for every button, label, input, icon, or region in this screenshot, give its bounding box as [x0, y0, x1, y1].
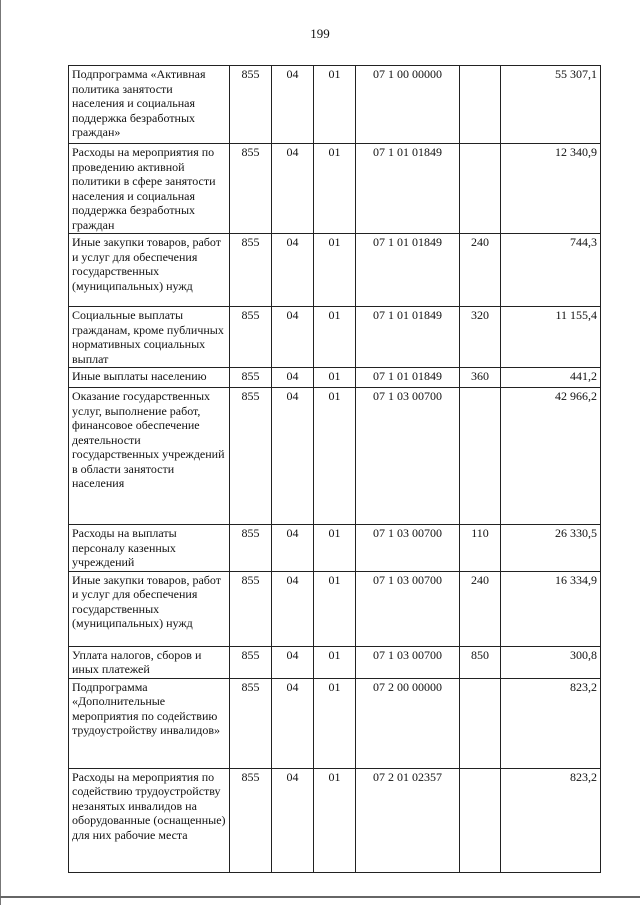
subsection-code-cell: 01	[314, 234, 356, 307]
expense-type-cell	[460, 768, 501, 872]
subsection-code-cell: 01	[314, 646, 356, 678]
expense-type-cell: 240	[460, 571, 501, 646]
item-name-cell: Расходы на мероприятия по содействию трудоустройству незанятых инвалидов на оборудованные (оснащенные) для них рабочие места	[69, 768, 230, 872]
subsection-code-cell: 01	[314, 388, 356, 525]
amount-cell: 823,2	[501, 768, 601, 872]
section-code-cell: 04	[272, 646, 314, 678]
admin-code-cell: 855	[230, 234, 272, 307]
table-row	[69, 368, 601, 388]
table-row	[69, 388, 601, 525]
target-article-cell: 07 1 03 00700	[356, 525, 460, 572]
section-code-cell: 04	[272, 768, 314, 872]
admin-code-cell: 855	[230, 646, 272, 678]
subsection-code-cell: 01	[314, 307, 356, 368]
item-name-cell: Иные закупки товаров, работ и услуг для обеспечения государственных (муниципальных) нужд	[69, 234, 230, 307]
section-code-cell: 04	[272, 144, 314, 234]
table-row	[69, 144, 601, 234]
admin-code-cell: 855	[230, 388, 272, 525]
scan-left-edge	[0, 0, 1, 905]
admin-code-cell: 855	[230, 768, 272, 872]
subsection-code-cell: 01	[314, 368, 356, 388]
subsection-code-cell: 01	[314, 525, 356, 572]
admin-code-cell: 855	[230, 66, 272, 144]
item-name-cell: Подпрограмма «Активная политика занятости населения и социальная поддержка безработных граждан»	[69, 66, 230, 144]
section-code-cell: 04	[272, 66, 314, 144]
item-name-cell: Расходы на выплаты персоналу казенных учреждений	[69, 525, 230, 572]
item-name-cell: Социальные выплаты гражданам, кроме публичных нормативных социальных выплат	[69, 307, 230, 368]
admin-code-cell: 855	[230, 678, 272, 768]
amount-cell: 16 334,9	[501, 571, 601, 646]
item-name-cell: Уплата налогов, сборов и иных платежей	[69, 646, 230, 678]
subsection-code-cell: 01	[314, 768, 356, 872]
expense-type-cell	[460, 144, 501, 234]
admin-code-cell: 855	[230, 144, 272, 234]
admin-code-cell: 855	[230, 307, 272, 368]
target-article-cell: 07 1 00 00000	[356, 66, 460, 144]
page-number: 199	[310, 26, 330, 41]
target-article-cell: 07 2 00 00000	[356, 678, 460, 768]
table-row	[69, 66, 601, 144]
item-name-cell: Иные закупки товаров, работ и услуг для обеспечения государственных (муниципальных) нужд	[69, 571, 230, 646]
expense-type-cell	[460, 66, 501, 144]
section-code-cell: 04	[272, 368, 314, 388]
admin-code-cell: 855	[230, 368, 272, 388]
amount-cell: 441,2	[501, 368, 601, 388]
table-row	[69, 678, 601, 768]
table-body	[69, 66, 601, 873]
subsection-code-cell: 01	[314, 144, 356, 234]
target-article-cell: 07 1 01 01849	[356, 144, 460, 234]
target-article-cell: 07 1 01 01849	[356, 234, 460, 307]
subsection-code-cell: 01	[314, 571, 356, 646]
section-code-cell: 04	[272, 388, 314, 525]
table-row	[69, 646, 601, 678]
table-row	[69, 571, 601, 646]
amount-cell: 42 966,2	[501, 388, 601, 525]
expense-type-cell	[460, 678, 501, 768]
expense-type-cell	[460, 388, 501, 525]
section-code-cell: 04	[272, 307, 314, 368]
budget-table	[68, 65, 601, 873]
expense-type-cell: 360	[460, 368, 501, 388]
admin-code-cell: 855	[230, 571, 272, 646]
target-article-cell: 07 1 01 01849	[356, 307, 460, 368]
section-code-cell: 04	[272, 234, 314, 307]
amount-cell: 300,8	[501, 646, 601, 678]
table-row	[69, 307, 601, 368]
table-row	[69, 234, 601, 307]
target-article-cell: 07 1 03 00700	[356, 388, 460, 525]
amount-cell: 26 330,5	[501, 525, 601, 572]
section-code-cell: 04	[272, 571, 314, 646]
table-row	[69, 768, 601, 872]
amount-cell: 744,3	[501, 234, 601, 307]
table-row	[69, 525, 601, 572]
target-article-cell: 07 1 03 00700	[356, 646, 460, 678]
amount-cell: 11 155,4	[501, 307, 601, 368]
item-name-cell: Иные выплаты населению	[69, 368, 230, 388]
target-article-cell: 07 1 01 01849	[356, 368, 460, 388]
amount-cell: 823,2	[501, 678, 601, 768]
item-name-cell: Подпрограмма «Дополнительные мероприятия по содействию трудоустройству инвалидов»	[69, 678, 230, 768]
admin-code-cell: 855	[230, 525, 272, 572]
subsection-code-cell: 01	[314, 678, 356, 768]
expense-type-cell: 110	[460, 525, 501, 572]
item-name-cell: Оказание государственных услуг, выполнение работ, финансовое обеспечение деятельности государственных учреждений в области занятости населения	[69, 388, 230, 525]
section-code-cell: 04	[272, 525, 314, 572]
target-article-cell: 07 2 01 02357	[356, 768, 460, 872]
subsection-code-cell: 01	[314, 66, 356, 144]
expense-type-cell: 240	[460, 234, 501, 307]
amount-cell: 12 340,9	[501, 144, 601, 234]
amount-cell: 55 307,1	[501, 66, 601, 144]
expense-type-cell: 850	[460, 646, 501, 678]
item-name-cell: Расходы на мероприятия по проведению активной политики в сфере занятости населения и социальная поддержка безработных граждан	[69, 144, 230, 234]
target-article-cell: 07 1 03 00700	[356, 571, 460, 646]
expense-type-cell: 320	[460, 307, 501, 368]
scan-bottom-edge	[0, 896, 640, 898]
section-code-cell: 04	[272, 678, 314, 768]
